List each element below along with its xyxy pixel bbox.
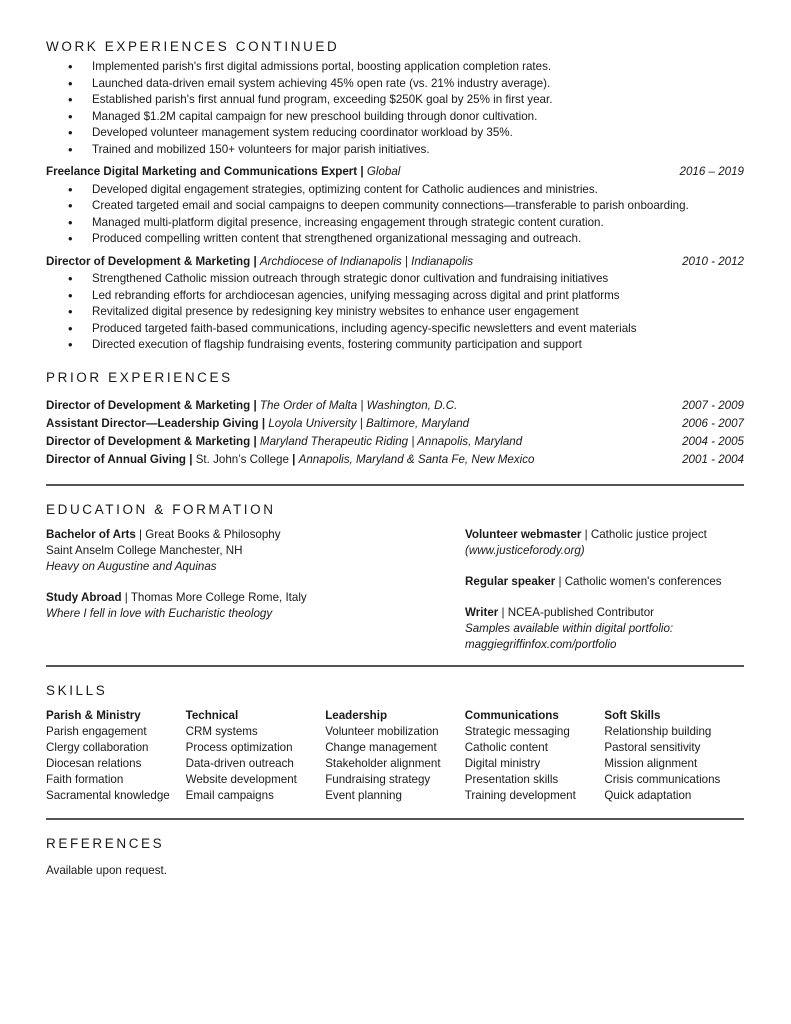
- skill-item: Event planning: [325, 788, 402, 802]
- bullet-item: • Produced compelling written content that strengthened organizational messaging and outreach.: [46, 231, 744, 248]
- section-title-skills: SKILLS: [46, 682, 108, 698]
- job-dates: 2001 - 2004: [682, 452, 744, 466]
- job-dates: 2010 - 2012: [682, 254, 744, 268]
- prior-row: [46, 433, 744, 451]
- job-title: Assistant Director—Leadership Giving: [46, 416, 259, 430]
- job-organization: The Order of Malta | Washington, D.C.: [259, 398, 458, 412]
- job-title: Director of Development & Marketing: [46, 434, 251, 448]
- skill-column: [604, 708, 744, 804]
- section-title-prior: PRIOR EXPERIENCES: [46, 369, 233, 385]
- separator: |: [258, 416, 269, 430]
- job-title: Director of Development & Marketing: [46, 398, 251, 412]
- section-title-work-continued: WORK EXPERIENCES CONTINUED: [46, 39, 340, 54]
- skill-heading: Technical: [185, 708, 239, 722]
- bullet-item: • Implemented parish's first digital admissions portal, boosting application completion rates.: [46, 59, 744, 76]
- skill-column: [465, 708, 605, 804]
- bullet-item: • Developed volunteer management system reducing coordinator workload by 35%.: [46, 125, 744, 142]
- webmaster-line: Volunteer webmaster | Catholic justice project: [465, 527, 707, 541]
- job-organization: Maryland Therapeutic Riding | Annapolis, Maryland: [259, 434, 523, 448]
- bullet-item: • Managed multi-platform digital presence, increasing engagement through strategic content curation.: [46, 215, 744, 232]
- education-left-column: [46, 527, 465, 653]
- job-header: [46, 253, 744, 271]
- job-header: [46, 163, 744, 181]
- skill-item: Mission alignment: [604, 756, 698, 770]
- skill-item: CRM systems: [185, 724, 258, 738]
- job-organization: Loyola University | Baltimore, Maryland: [268, 416, 470, 430]
- skill-item: Strategic messaging: [464, 724, 570, 738]
- bullet-item: • Revitalized digital presence by redesigning key ministry websites to enhance user engagement: [46, 304, 744, 321]
- skill-item: Clergy collaboration: [46, 740, 149, 754]
- skill-heading: Parish & Ministry: [46, 708, 141, 722]
- bullet-item: • Directed execution of flagship fundraising events, fostering community participation and support: [46, 337, 744, 354]
- skill-item: Email campaigns: [185, 788, 274, 802]
- skill-item: Process optimization: [185, 740, 293, 754]
- skill-item: Sacramental knowledge: [46, 788, 170, 802]
- skill-column: [325, 708, 465, 804]
- job-organization: Global: [366, 164, 401, 178]
- bullet-item: • Launched data-driven email system achieving 45% open rate (vs. 21% industry average).: [46, 76, 744, 93]
- bullet-item: • Established parish's first annual fund program, exceeding $250K goal by 25% in first year.: [46, 92, 744, 109]
- section-title-references: REFERENCES: [46, 835, 165, 851]
- bullet-list: [46, 59, 744, 159]
- job-dates: 2007 - 2009: [682, 398, 744, 412]
- skill-heading: Soft Skills: [604, 708, 661, 722]
- skill-item: Volunteer mobilization: [325, 724, 439, 738]
- skill-item: Parish engagement: [46, 724, 147, 738]
- speaker-line: Regular speaker | Catholic women's conferences: [465, 574, 722, 588]
- job-title: Director of Annual Giving: [46, 452, 186, 466]
- school-line: Saint Anselm College Manchester, NH: [46, 543, 243, 557]
- bullet-list: [46, 271, 744, 354]
- divider: [46, 818, 744, 820]
- bullet-item: • Managed $1.2M capital campaign for new preschool building through donor cultivation.: [46, 109, 744, 126]
- separator: |: [250, 398, 260, 412]
- webmaster-url: (www.justiceforody.org): [465, 543, 585, 557]
- bullet-item: • Created targeted email and social campaigns to deepen community connections—transferable to parish onboarding.: [46, 198, 744, 215]
- section-title-education: EDUCATION & FORMATION: [46, 501, 276, 517]
- prior-row: [46, 415, 744, 433]
- education-section: [46, 527, 744, 653]
- skill-item: Training development: [464, 788, 576, 802]
- skill-item: Diocesan relations: [46, 756, 142, 770]
- portfolio-link: maggiegriffinfox.com/portfolio: [465, 637, 617, 651]
- references-text: Available upon request.: [46, 863, 167, 877]
- skill-item: Quick adaptation: [604, 788, 692, 802]
- education-right-column: [465, 527, 744, 653]
- study-abroad-line: Study Abroad | Thomas More College Rome, Italy: [46, 590, 307, 604]
- prior-row: [46, 397, 744, 415]
- skill-item: Relationship building: [604, 724, 712, 738]
- job-title: Freelance Digital Marketing and Communications Expert: [46, 164, 358, 178]
- resume-content: [46, 38, 744, 879]
- separator: |: [288, 452, 299, 466]
- bullet-list: [46, 182, 744, 248]
- job-organization: Archdiocese of Indianapolis | Indianapolis: [259, 254, 474, 268]
- skill-item: Catholic content: [464, 740, 548, 754]
- writer-line: Writer | NCEA-published Contributor: [465, 605, 655, 619]
- bullet-item: • Led rebranding efforts for archdiocesan agencies, unifying messaging across digital and print platforms: [46, 288, 744, 305]
- skill-item: Fundraising strategy: [325, 772, 431, 786]
- skill-item: Stakeholder alignment: [325, 756, 441, 770]
- divider: [46, 484, 744, 486]
- job-location: Annapolis, Maryland & Santa Fe, New Mexico: [298, 452, 535, 466]
- prior-experience-list: [46, 397, 744, 469]
- bullet-item: • Trained and mobilized 150+ volunteers for major parish initiatives.: [46, 142, 744, 159]
- bullet-item: • Produced targeted faith-based communications, including agency-specific newsletters and event materials: [46, 321, 744, 338]
- skill-item: Pastoral sensitivity: [604, 740, 701, 754]
- job-organization-plain: St. John’s College: [195, 452, 289, 466]
- job-dates: 2016 – 2019: [679, 164, 744, 178]
- bullet-item: • Strengthened Catholic mission outreach through strategic donor cultivation and fundraising initiatives: [46, 271, 744, 288]
- writer-note: Samples available within digital portfolio:: [465, 621, 674, 635]
- skill-item: Presentation skills: [464, 772, 559, 786]
- skill-heading: Leadership: [325, 708, 388, 722]
- skills-grid: [46, 708, 744, 804]
- study-abroad-note: Where I fell in love with Eucharistic theology: [46, 606, 273, 620]
- separator: |: [186, 452, 196, 466]
- separator: |: [250, 254, 260, 268]
- skill-item: Website development: [185, 772, 297, 786]
- separator: |: [250, 434, 260, 448]
- skill-column: [186, 708, 326, 804]
- job-dates: 2006 - 2007: [682, 416, 744, 430]
- separator: |: [357, 164, 367, 178]
- prior-row: [46, 451, 744, 469]
- job-title: Director of Development & Marketing: [46, 254, 251, 268]
- bullet-item: • Developed digital engagement strategies, optimizing content for Catholic audiences and ministries.: [46, 182, 744, 199]
- skill-item: Faith formation: [46, 772, 124, 786]
- degree-line: Bachelor of Arts | Great Books & Philosophy: [46, 527, 281, 541]
- skill-item: Digital ministry: [464, 756, 541, 770]
- divider: [46, 665, 744, 667]
- skill-heading: Communications: [464, 708, 559, 722]
- job-dates: 2004 - 2005: [682, 434, 744, 448]
- education-note: Heavy on Augustine and Aquinas: [46, 559, 217, 573]
- skill-column: [46, 708, 186, 804]
- skill-item: Change management: [325, 740, 437, 754]
- skill-item: Crisis communications: [604, 772, 721, 786]
- skill-item: Data-driven outreach: [185, 756, 294, 770]
